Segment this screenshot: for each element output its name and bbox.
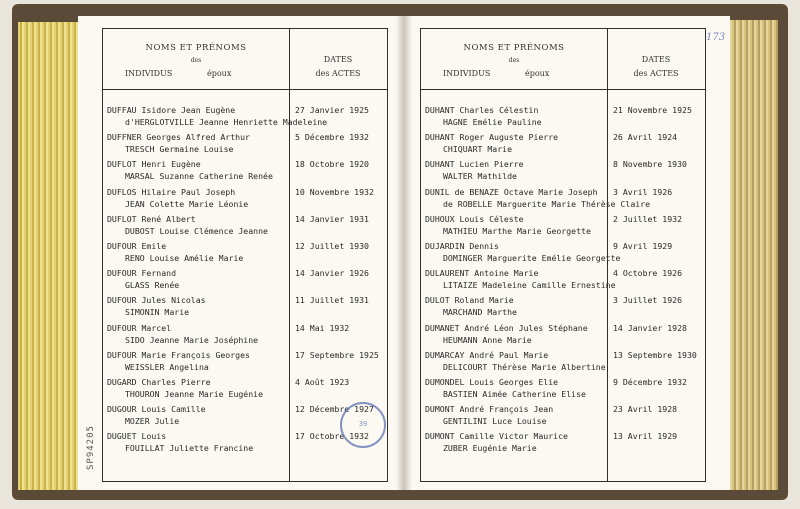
entry-spouse: RENO Louise Amélie Marie (125, 253, 244, 263)
entry-name: DUHANT Lucien Pierre (425, 159, 524, 170)
entry-date: 5 Décembre 1932 (295, 132, 369, 143)
entry-date: 3 Avril 1926 (613, 186, 673, 197)
entry-name: DUFOUR Jules Nicolas (107, 295, 206, 306)
entry-name: DUFOUR Marcel (107, 322, 172, 333)
header-individus: INDIVIDUS (443, 69, 491, 78)
header-des: des (508, 57, 520, 64)
header-names: NOMS ET PRÉNOMS (145, 43, 247, 53)
entry-name: DUNIL de BENAZE Octave Marie Joseph (425, 186, 598, 197)
entry-name: DUGARD Charles Pierre (107, 377, 211, 387)
entry-spouse: SIDO Jeanne Marie Joséphine (125, 334, 259, 345)
entry-name: DUFLOT Henri Eugène (107, 159, 201, 170)
header-divider (103, 89, 387, 90)
stamp-number: 39 (358, 420, 368, 428)
entry-name: DUFFAU Isidore Jean Eugène (107, 105, 236, 115)
entry-spouse: SIMONIN Marie (125, 307, 190, 318)
header-des: des (190, 57, 202, 64)
entry-spouse: de ROBELLE Marguerite Marie Thérèse Claire (443, 198, 651, 209)
archive-reference: SP94205 (86, 425, 96, 470)
entry-date: 2 Juillet 1932 (613, 213, 683, 224)
entry-spouse: MARSAL Suzanne Catherine Renée (125, 171, 273, 182)
header-divider (421, 89, 705, 90)
entry-spouse: DUBOST Louise Clémence Jeanne (125, 225, 268, 236)
page-number: 173 (706, 32, 726, 43)
entry-date: 21 Novembre 1925 (613, 105, 692, 115)
entry-name: DUFLOS Hilaire Paul Joseph (107, 186, 236, 197)
entry-spouse: d'HERGLOTVILLE Jeanne Henriette Madeleine (125, 117, 328, 127)
entry-date: 26 Avril 1924 (613, 132, 678, 143)
right-page-edges (726, 20, 778, 490)
entry-date: 3 Juillet 1926 (613, 295, 683, 306)
entry-spouse: THOURON Jeanne Marie Eugénie (125, 389, 264, 399)
entry-name: DUFLOT René Albert (107, 213, 196, 224)
header-epoux: époux (207, 69, 232, 78)
book-gutter (396, 16, 412, 490)
entry-spouse: LITAIZE Madeleine Camille Ernestine (443, 280, 616, 291)
header-actes: des ACTES (315, 69, 361, 78)
entry-spouse: WEISSLER Angelina (125, 361, 209, 372)
entry-name: DUMARCAY André Paul Marie (425, 349, 549, 360)
entry-spouse: MARCHAND Marthe (443, 307, 517, 318)
entry-date: 4 Août 1923 (295, 377, 350, 387)
entry-date: 11 Juillet 1931 (295, 295, 369, 306)
right-register-table (420, 28, 706, 482)
entry-date: 14 Mai 1932 (295, 322, 350, 333)
entry-spouse: WALTER Mathilde (443, 171, 517, 182)
entry-name: DUFOUR Emile (107, 241, 167, 251)
entry-spouse: CHIQUART Marie (443, 144, 513, 155)
entry-spouse: FOUILLAT Juliette Francine (125, 443, 254, 454)
entry-spouse: HEUMANN Anne Marie (443, 334, 532, 345)
entry-date: 10 Novembre 1932 (295, 186, 374, 197)
entry-name: DUHOUX Louis Céleste (425, 213, 524, 224)
entry-spouse: DELICOURT Thérèse Marie Albertine (443, 361, 606, 372)
entry-date: 13 Avril 1929 (613, 431, 678, 442)
entry-date: 14 Janvier 1931 (295, 213, 369, 224)
entry-date: 4 Octobre 1926 (613, 268, 683, 279)
entry-name: DUHANT Charles Célestin (425, 105, 539, 115)
archive-stamp (340, 402, 386, 448)
entry-spouse: JEAN Colette Marie Léonie (125, 198, 249, 209)
entry-name: DUMONDEL Louis Georges Elie (425, 377, 559, 387)
entry-date: 17 Octobre 1932 (295, 431, 369, 442)
entry-name: DUGOUR Louis Camille (107, 404, 206, 415)
entry-date: 27 Janvier 1925 (295, 105, 369, 115)
entry-spouse: MOZER Julie (125, 416, 180, 427)
entry-name: DUFFNER Georges Alfred Arthur (107, 132, 250, 143)
entry-date: 17 Septembre 1925 (295, 349, 379, 360)
entry-spouse: MATHIEU Marthe Marie Georgette (443, 225, 591, 236)
entry-name: DULAURENT Antoine Marie (425, 268, 539, 279)
entry-spouse: BASTIEN Aimée Catherine Elise (443, 389, 586, 399)
entry-name: DUMONT Camille Victor Maurice (425, 431, 568, 442)
entry-date: 14 Janvier 1926 (295, 268, 369, 279)
entry-spouse: GENTILINI Luce Louise (443, 416, 547, 427)
entry-name: DUMONT André François Jean (425, 404, 554, 415)
entry-name: DUGUET Louis (107, 431, 167, 442)
column-divider (289, 29, 290, 481)
entry-spouse: TRESCH Germaine Louise (125, 144, 234, 155)
header-dates: DATES (323, 55, 353, 64)
entry-date: 14 Janvier 1928 (613, 322, 687, 333)
entry-date: 18 Octobre 1920 (295, 159, 369, 170)
entry-date: 9 Décembre 1932 (613, 377, 687, 387)
header-actes: des ACTES (633, 69, 679, 78)
header-names: NOMS ET PRÉNOMS (463, 43, 565, 53)
entry-name: DUFOUR Fernand (107, 268, 177, 279)
entry-spouse: GLASS Renée (125, 280, 180, 291)
header-dates: DATES (641, 55, 671, 64)
entry-name: DUMANET André Léon Jules Stéphane (425, 322, 588, 333)
entry-spouse: DOMINGER Marguerite Emélie Georgette (443, 253, 621, 263)
header-individus: INDIVIDUS (125, 69, 173, 78)
entry-name: DUJARDIN Dennis (425, 241, 499, 251)
left-page-edges (18, 22, 82, 490)
entry-date: 8 Novembre 1930 (613, 159, 687, 170)
entry-date: 13 Septembre 1930 (613, 349, 697, 360)
entry-name: DUHANT Roger Auguste Pierre (425, 132, 559, 143)
entry-date: 23 Avril 1928 (613, 404, 678, 415)
entry-date: 12 Juillet 1930 (295, 241, 369, 251)
entry-spouse: ZUBER Eugénie Marie (443, 443, 537, 454)
entry-name: DULOT Roland Marie (425, 295, 514, 306)
header-epoux: époux (525, 69, 550, 78)
entry-name: DUFOUR Marie François Georges (107, 349, 250, 360)
entry-date: 9 Avril 1929 (613, 241, 673, 251)
entry-date: 12 Décembre 1927 (295, 404, 374, 415)
entry-spouse: HAGNE Emélie Pauline (443, 117, 542, 127)
